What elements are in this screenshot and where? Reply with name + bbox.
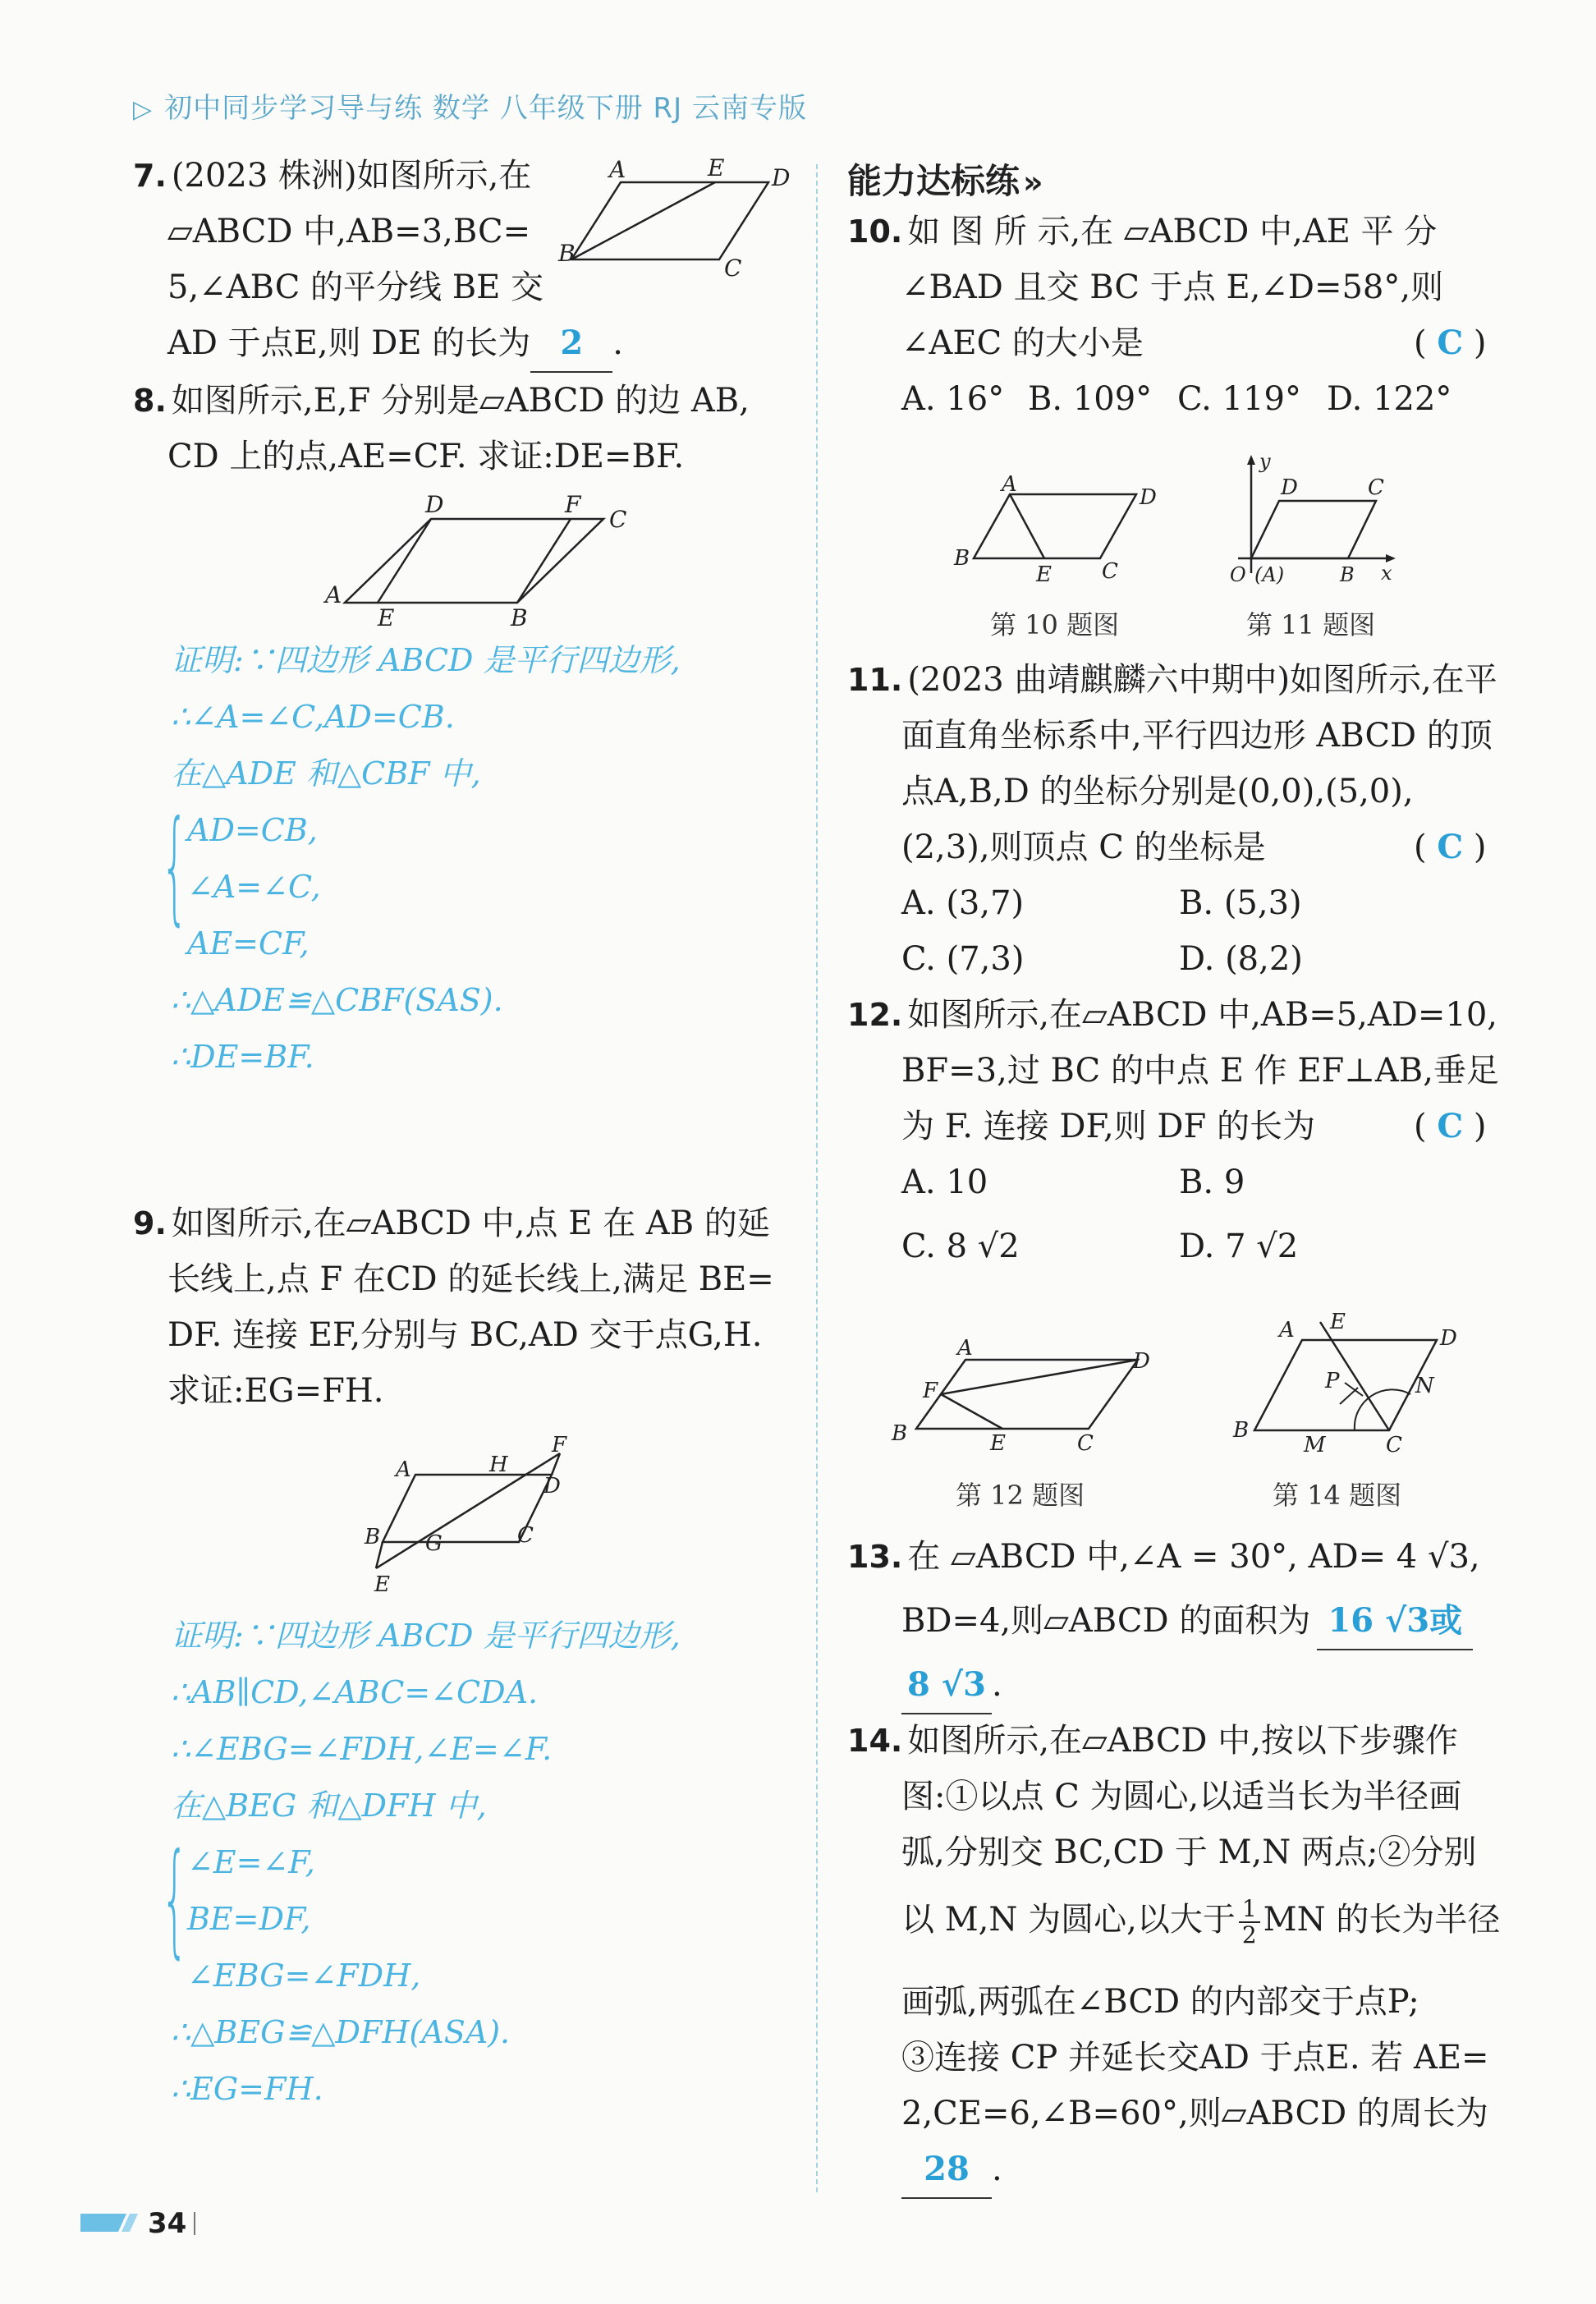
fig9-label-h: H	[489, 1453, 508, 1477]
fig10-label-b: B	[954, 546, 970, 571]
fig12-label-c: C	[1077, 1431, 1094, 1456]
q13-text-1: 在 ▱ABCD 中,∠A = 30°, AD= 4 √3,	[907, 1538, 1480, 1576]
q9-brace: {	[161, 1828, 189, 1971]
fig14-label-e: E	[1330, 1310, 1346, 1334]
q10-answer: C	[1437, 324, 1464, 362]
fig14-label-b: B	[1233, 1418, 1250, 1443]
fig9-label-g: G	[425, 1531, 443, 1556]
fig7-label-d: D	[772, 164, 791, 191]
q8-line-1	[133, 373, 750, 429]
fig9-label-b: B	[365, 1525, 381, 1549]
q9-line-1	[133, 1196, 770, 1251]
q9-proof-4: 在△BEG 和△DFH 中,	[171, 1788, 487, 1824]
section-title-text: 能力达标练	[847, 161, 1020, 201]
q14-text-1: 如图所示,在▱ABCD 中,按以下步骤作	[907, 1722, 1458, 1760]
q14-line-5: 画弧,两弧在∠BCD 的内部交于点P;	[901, 1983, 1419, 2021]
q8-proof-8: ∴DE=BF.	[171, 1039, 314, 1075]
q9-line-4: 求证:EG=FH.	[167, 1372, 384, 1410]
q11-line-1	[847, 652, 1497, 708]
header-text: 初中同步学习导与练 数学 八年级下册 RJ 云南专版	[164, 92, 807, 125]
q9-line-2: 长线上,点 F 在CD 的延长线上,满足 BE=	[167, 1260, 774, 1298]
q8-proof-4: AD=CB,	[187, 812, 318, 848]
fig7-label-a: A	[609, 156, 626, 183]
fig11-label-d: D	[1281, 475, 1298, 500]
page-number: 34	[148, 2207, 187, 2240]
q12-line-2: BF=3,过 BC 的中点 E 作 EF⊥AB,垂足	[901, 1052, 1499, 1090]
q8-proof-7: ∴△ADE≌△CBF(SAS).	[171, 982, 503, 1018]
fig11-figure	[1222, 450, 1410, 598]
fig11-label-c: C	[1368, 475, 1384, 500]
fig10-caption: 第 10 题图	[990, 609, 1120, 640]
q7-line-3: 5,∠ABC 的平分线 BE 交	[167, 268, 544, 306]
play-triangle-icon: ▷	[133, 95, 154, 124]
q13-number: 13.	[847, 1539, 903, 1575]
q14-line-4	[901, 1892, 1500, 1948]
q8-proof-3: 在△ADE 和△CBF 中,	[171, 755, 481, 792]
fig14-label-n: N	[1415, 1374, 1434, 1398]
q8-text-1: 如图所示,E,F 分别是▱ABCD 的边 AB,	[171, 382, 750, 420]
fig11-label-y: y	[1259, 450, 1271, 473]
q10-option-a: A. 16°	[901, 380, 1005, 418]
q14-text-4a: 以 M,N 为圆心,以大于	[901, 1901, 1236, 1939]
fig7-label-b: B	[558, 240, 576, 267]
q10-option-c: C. 119°	[1177, 380, 1301, 418]
q9-proof-8: ∴△BEG≌△DFH(ASA).	[171, 2014, 511, 2050]
q10-option-b: B. 109°	[1028, 380, 1153, 418]
q9-proof-7: ∠EBG=∠FDH,	[187, 1957, 421, 1994]
q11-answer-paren: ( C )	[1414, 828, 1487, 866]
q13-line-1	[847, 1529, 1480, 1585]
footer-divider	[194, 2212, 195, 2235]
fig14-label-a: A	[1279, 1318, 1295, 1342]
fig8-label-b: B	[511, 604, 528, 631]
q8-brace: {	[161, 795, 189, 938]
fig12-label-d: D	[1133, 1349, 1150, 1374]
q9-proof-3: ∴∠EBG=∠FDH,∠E=∠F.	[171, 1731, 553, 1767]
fig11-caption: 第 11 题图	[1246, 609, 1376, 640]
fig10-label-c: C	[1102, 559, 1118, 584]
q14-answer: 28	[901, 2141, 992, 2199]
fig9-label-f: F	[552, 1433, 567, 1457]
q7-text-1: (2023 株洲)如图所示,在	[171, 157, 532, 195]
q8-proof-2: ∴∠A=∠C,AD=CB.	[171, 699, 455, 735]
q11-line-2: 面直角坐标系中,平行四边形 ABCD 的顶	[901, 717, 1493, 755]
q13-answer-part1: 16 √3或	[1317, 1593, 1473, 1650]
fig12-label-f: F	[923, 1379, 938, 1403]
q12-number: 12.	[847, 997, 903, 1033]
fig7-label-c: C	[724, 255, 742, 282]
q12-option-d: D. 7 √2	[1179, 1228, 1299, 1265]
q12-answer: C	[1437, 1107, 1464, 1145]
fig7-label-e: E	[708, 154, 725, 181]
fig12-label-a: A	[957, 1336, 973, 1361]
fig12-label-e: E	[990, 1431, 1006, 1456]
fig12-caption: 第 12 题图	[956, 1480, 1085, 1511]
q7-line-2: ▱ABCD 中,AB=3,BC=	[167, 213, 531, 250]
fig14-caption: 第 14 题图	[1273, 1480, 1402, 1511]
q11-answer: C	[1437, 828, 1464, 866]
q10-option-d: D. 122°	[1327, 380, 1452, 418]
q11-text-1: (2023 曲靖麒麟六中期中)如图所示,在平	[907, 661, 1497, 699]
fig11-label-x: x	[1381, 562, 1392, 585]
fig11-label-o: O	[1230, 563, 1246, 586]
q12-option-b: B. 9	[1179, 1163, 1245, 1201]
q12-option-c: C. 8 √2	[901, 1228, 1020, 1265]
q8-figure	[320, 489, 649, 629]
q9-proof-6: BE=DF,	[187, 1901, 311, 1937]
q7-line-1	[133, 148, 531, 204]
fig14-label-d: D	[1440, 1326, 1457, 1351]
q14-number: 14.	[847, 1723, 903, 1759]
q7-end: .	[612, 324, 624, 362]
q11-line-3: 点A,B,D 的坐标分别是(0,0),(5,0),	[901, 773, 1414, 810]
q10-line-3: ∠AEC 的大小是	[901, 324, 1144, 362]
q14-fraction-num: 1	[1239, 1897, 1260, 1923]
q13-line-2	[901, 1593, 1473, 1650]
fig9-label-a: A	[396, 1457, 411, 1482]
q11-line-4: (2,3),则顶点 C 的坐标是	[901, 828, 1266, 866]
q12-answer-paren: ( C )	[1414, 1107, 1487, 1145]
column-divider	[816, 164, 818, 2192]
q12-line-1	[847, 987, 1497, 1043]
fig9-label-d: D	[543, 1474, 561, 1499]
q10-answer-paren: ( C )	[1414, 324, 1487, 362]
q9-proof-9: ∴EG=FH.	[171, 2071, 323, 2107]
q12-option-a: A. 10	[901, 1163, 988, 1201]
q8-proof-1: 证明:∵四边形 ABCD 是平行四边形,	[171, 642, 681, 678]
q9-proof-1: 证明:∵四边形 ABCD 是平行四边形,	[171, 1618, 681, 1654]
fig10-figure	[944, 470, 1166, 593]
fig14-label-p: P	[1325, 1369, 1340, 1393]
q13-end: .	[992, 1666, 1002, 1704]
q9-proof-2: ∴AB∥CD,∠ABC=∠CDA.	[171, 1674, 539, 1710]
q9-number: 9.	[133, 1205, 167, 1241]
fig14-label-m: M	[1304, 1433, 1326, 1457]
q14-fraction	[1239, 1897, 1260, 1948]
fig12-label-b: B	[892, 1421, 908, 1446]
q10-number: 10.	[847, 213, 903, 250]
q7-figure	[558, 153, 793, 284]
q14-text-4b: MN 的长为半径	[1263, 1901, 1501, 1939]
fig10-label-e: E	[1036, 562, 1052, 587]
fig14-label-c: C	[1386, 1433, 1402, 1457]
q7-line-4	[167, 315, 623, 373]
q12-text-1: 如图所示,在▱ABCD 中,AB=5,AD=10,	[907, 996, 1497, 1034]
double-chevron-icon: »	[1023, 164, 1043, 200]
q14-line-2: 图:①以点 C 为圆心,以适当长为半径画	[901, 1778, 1462, 1815]
fig8-label-f: F	[565, 491, 581, 518]
q14-line-8	[901, 2141, 1002, 2199]
q12-line-3: 为 F. 连接 DF,则 DF 的长为	[901, 1108, 1315, 1145]
q9-figure	[361, 1429, 599, 1597]
q9-proof-5: ∠E=∠F,	[187, 1844, 315, 1880]
q14-line-7: 2,CE=6,∠B=60°,则▱ABCD 的周长为	[901, 2095, 1488, 2132]
q14-line-6: ③连接 CP 并延长交AD 于点E. 若 AE=	[901, 2039, 1489, 2077]
fig8-label-e: E	[378, 604, 395, 631]
fig9-label-e: E	[374, 1572, 390, 1597]
running-header	[133, 85, 807, 126]
q9-line-3: DF. 连接 EF,分别与 BC,AD 交于点G,H.	[167, 1316, 763, 1354]
q11-number: 11.	[847, 662, 903, 698]
fig11-label-a: (A)	[1254, 563, 1285, 586]
q14-line-3: 弧,分别交 BC,CD 于 M,N 两点;②分别	[901, 1834, 1477, 1871]
q7-number: 7.	[133, 158, 167, 194]
q7-answer: 2	[530, 315, 612, 373]
q8-proof-6: AE=CF,	[187, 925, 310, 962]
q14-line-1	[847, 1713, 1458, 1769]
q10-text-1: 如 图 所 示,在 ▱ABCD 中,AE 平 分	[907, 213, 1438, 250]
q8-number: 8.	[133, 383, 167, 419]
fig8-label-a: A	[325, 581, 342, 608]
q11-option-b: B. (5,3)	[1179, 884, 1302, 922]
section-title	[847, 154, 1043, 204]
footer-tab	[76, 2210, 141, 2238]
fig10-label-a: A	[1002, 472, 1017, 497]
fig9-label-c: C	[517, 1523, 534, 1548]
q13-answer-part2: 8 √3	[901, 1657, 992, 1714]
fig11-label-b: B	[1340, 563, 1355, 586]
q11-option-a: A. (3,7)	[901, 884, 1025, 922]
q10-line-2: ∠BAD 且交 BC 于点 E,∠D=58°,则	[901, 268, 1444, 306]
fig10-label-d: D	[1140, 485, 1157, 510]
q8-line-2: CD 上的点,AE=CF. 求证:DE=BF.	[167, 438, 685, 475]
fig14-figure	[1210, 1304, 1489, 1460]
q14-fraction-den: 2	[1241, 1921, 1257, 1948]
q8-proof-5: ∠A=∠C,	[187, 869, 321, 905]
q11-option-c: C. (7,3)	[901, 940, 1025, 978]
q14-end: .	[992, 2150, 1002, 2188]
fig12-figure	[887, 1322, 1166, 1456]
q10-line-1	[847, 204, 1437, 259]
q7-text-4: AD 于点E,则 DE 的长为	[167, 324, 531, 362]
q13-line-3	[901, 1657, 1002, 1714]
q9-text-1: 如图所示,在▱ABCD 中,点 E 在 AB 的延	[171, 1205, 770, 1242]
q11-option-d: D. (8,2)	[1179, 940, 1303, 978]
fig8-label-c: C	[609, 506, 627, 533]
page-tab-icon	[76, 2210, 141, 2235]
fig8-label-d: D	[425, 491, 444, 518]
q13-text-2: BD=4,则▱ABCD 的面积为	[901, 1602, 1311, 1640]
